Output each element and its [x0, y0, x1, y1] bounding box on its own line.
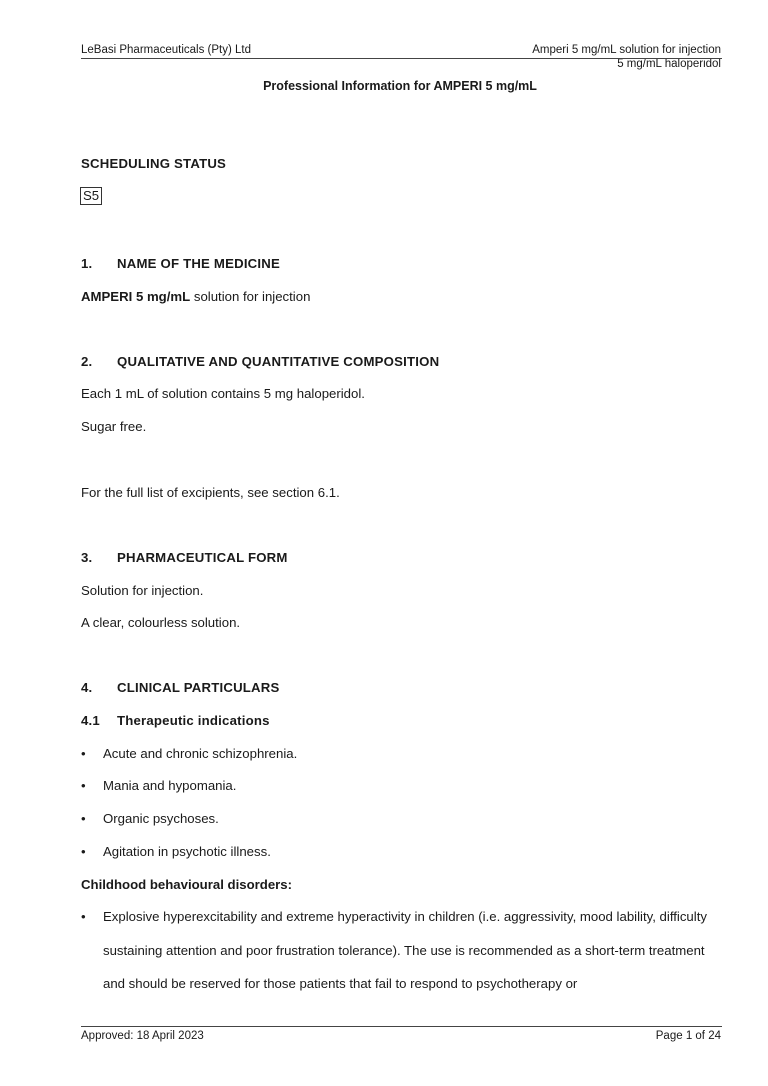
section-2-title: QUALITATIVE AND QUANTITATIVE COMPOSITION	[117, 354, 440, 369]
indication-text: Mania and hypomania.	[103, 778, 237, 793]
excipients-reference: For the full list of excipients, see section 6.1.	[81, 485, 340, 500]
document-title: Professional Information for AMPERI 5 mg/mL	[263, 79, 537, 93]
section-1-number: 1.	[81, 256, 93, 271]
scheduling-heading: SCHEDULING STATUS	[81, 156, 227, 171]
section-4-title: CLINICAL PARTICULARS	[117, 680, 280, 695]
approval-date: Approved: 18 April 2023	[81, 1030, 204, 1042]
scheduling-status-box: S5	[80, 187, 102, 205]
bullet-icon: •	[81, 844, 86, 859]
subsection-4-1-number: 4.1	[81, 713, 100, 728]
indication-text: Acute and chronic schizophrenia.	[103, 746, 298, 761]
section-2-number: 2.	[81, 354, 93, 369]
section-2-heading	[81, 354, 439, 369]
medicine-form: solution for injection	[190, 289, 311, 304]
footer-rule	[81, 1026, 722, 1027]
sugar-free-line: Sugar free.	[81, 419, 147, 434]
header-product-line1: Amperi 5 mg/mL solution for injection	[532, 44, 721, 56]
bullet-icon: •	[81, 909, 86, 924]
page-number: Page 1 of 24	[655, 1030, 721, 1042]
header-product-line2: 5 mg/mL haloperidol	[617, 58, 721, 70]
indication-text: Agitation in psychotic illness.	[103, 844, 271, 859]
header-product	[532, 43, 721, 71]
medicine-name: AMPERI 5 mg/mL	[81, 289, 191, 304]
section-1-title: NAME OF THE MEDICINE	[117, 256, 280, 271]
childhood-disorders-heading: Childhood behavioural disorders:	[81, 877, 293, 892]
section-4-heading	[81, 680, 280, 695]
subsection-4-1-heading	[81, 713, 270, 728]
section-3-number: 3.	[81, 550, 93, 565]
header-company: LeBasi Pharmaceuticals (Pty) Ltd	[81, 44, 252, 56]
form-line-1: Solution for injection.	[81, 583, 204, 598]
section-3-title: PHARMACEUTICAL FORM	[117, 550, 288, 565]
subsection-4-1-title: Therapeutic indications	[117, 713, 270, 728]
bullet-icon: •	[81, 778, 86, 793]
medicine-name-line	[81, 289, 310, 304]
childhood-disorders-text: Explosive hyperexcitability and extreme hyperactivity in children (i.e. aggressivity, mood lability, difficulty sustaining attention and poor frustration tolerance). The use is recommended as a short-term treatment and should be reserved for those patients that fail to respond to psychotherapy or	[103, 909, 707, 991]
bullet-icon: •	[81, 746, 86, 761]
section-4-number: 4.	[81, 680, 93, 695]
section-3-heading	[81, 550, 288, 565]
indication-text: Organic psychoses.	[103, 811, 219, 826]
section-1-heading	[81, 256, 280, 271]
header-rule	[81, 58, 722, 59]
form-line-2: A clear, colourless solution.	[81, 615, 241, 630]
composition-line: Each 1 mL of solution contains 5 mg haloperidol.	[81, 386, 365, 401]
bullet-icon: •	[81, 811, 86, 826]
